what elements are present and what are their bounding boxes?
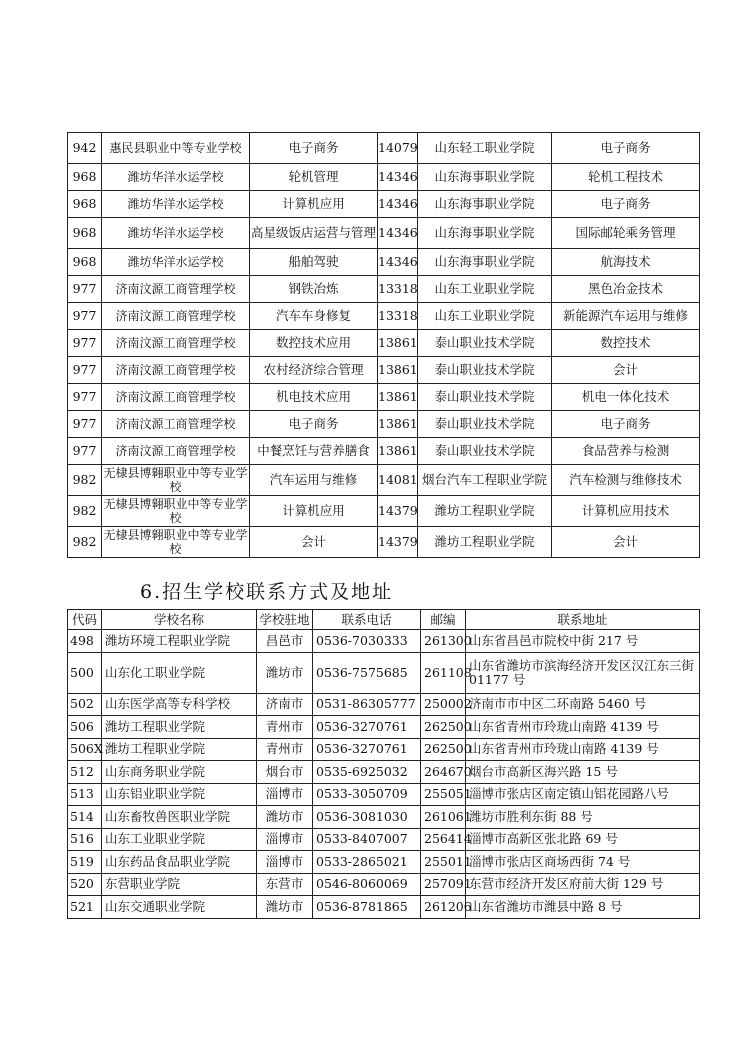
cell-school: 潍坊环境工程职业学院 — [102, 630, 257, 653]
cell-university: 泰山职业技术学院 — [418, 330, 552, 357]
enrollment-table — [67, 132, 700, 558]
cell-school: 潍坊华洋水运学校 — [102, 249, 250, 276]
cell-major: 高星级饭店运营与管理 — [250, 218, 378, 249]
section-heading: 6.招生学校联系方式及地址 — [140, 581, 394, 603]
cell-univ-code: 13861 — [378, 330, 418, 357]
cell-major: 农村经济综合管理 — [250, 357, 378, 384]
cell-address: 山东省昌邑市院校中街 217 号 — [466, 630, 700, 653]
cell-school: 东营职业学院 — [102, 873, 257, 896]
cell-school: 济南汶源工商管理学校 — [102, 384, 250, 411]
cell-city: 青州市 — [257, 716, 313, 739]
table-row — [68, 806, 700, 829]
cell-address: 潍坊市胜利东街 88 号 — [466, 806, 700, 829]
cell-major: 汽车运用与维修 — [250, 465, 378, 496]
cell-university: 山东海事职业学院 — [418, 191, 552, 218]
cell-phone: 0536-3270761 — [313, 738, 421, 761]
cell-university: 泰山职业技术学院 — [418, 411, 552, 438]
cell-phone: 0536-7575685 — [313, 652, 421, 693]
cell-address: 山东省青州市玲珑山南路 4139 号 — [466, 738, 700, 761]
cell-target-major: 航海技术 — [552, 249, 700, 276]
cell-target-major: 会计 — [552, 357, 700, 384]
cell-major: 电子商务 — [250, 411, 378, 438]
table-row — [68, 527, 700, 558]
cell-postcode: 262500 — [421, 716, 466, 739]
table-row — [68, 133, 700, 164]
cell-code: 977 — [68, 384, 102, 411]
table-row — [68, 438, 700, 465]
cell-code: 968 — [68, 191, 102, 218]
table-row — [68, 496, 700, 527]
header-address: 联系地址 — [466, 610, 700, 630]
table-row — [68, 630, 700, 653]
cell-university: 烟台汽车工程职业学院 — [418, 465, 552, 496]
table-row — [68, 218, 700, 249]
cell-target-major: 机电一体化技术 — [552, 384, 700, 411]
cell-phone: 0536-7030333 — [313, 630, 421, 653]
cell-phone: 0536-8781865 — [313, 896, 421, 919]
cell-city: 济南市 — [257, 693, 313, 716]
cell-phone: 0533-2865021 — [313, 851, 421, 874]
cell-university: 山东轻工职业学院 — [418, 133, 552, 164]
cell-phone: 0533-8407007 — [313, 828, 421, 851]
cell-univ-code: 14079 — [378, 133, 418, 164]
cell-school: 潍坊工程职业学院 — [102, 738, 257, 761]
cell-phone: 0546-8060069 — [313, 873, 421, 896]
cell-phone: 0533-3050709 — [313, 783, 421, 806]
cell-school: 潍坊华洋水运学校 — [102, 218, 250, 249]
cell-major: 轮机管理 — [250, 164, 378, 191]
table-row — [68, 411, 700, 438]
cell-code: 982 — [68, 496, 102, 527]
cell-university: 山东工业职业学院 — [418, 303, 552, 330]
cell-target-major: 数控技术 — [552, 330, 700, 357]
table-row — [68, 828, 700, 851]
header-school: 学校名称 — [102, 610, 257, 630]
cell-postcode: 255051 — [421, 783, 466, 806]
cell-univ-code: 13861 — [378, 384, 418, 411]
cell-address: 东营市经济开发区府前大街 129 号 — [466, 873, 700, 896]
cell-univ-code: 13861 — [378, 411, 418, 438]
cell-city: 东营市 — [257, 873, 313, 896]
cell-city: 淄博市 — [257, 783, 313, 806]
table-row — [68, 465, 700, 496]
cell-univ-code: 13318 — [378, 303, 418, 330]
cell-target-major: 食品营养与检测 — [552, 438, 700, 465]
cell-school: 山东铝业职业学院 — [102, 783, 257, 806]
cell-school: 山东医学高等专科学校 — [102, 693, 257, 716]
cell-major: 中餐烹饪与营养膳食 — [250, 438, 378, 465]
cell-target-major: 新能源汽车运用与维修 — [552, 303, 700, 330]
table-row — [68, 896, 700, 919]
cell-target-major: 电子商务 — [552, 133, 700, 164]
table-row — [68, 693, 700, 716]
header-code: 代码 — [68, 610, 102, 630]
cell-univ-code: 14379 — [378, 496, 418, 527]
cell-school: 济南汶源工商管理学校 — [102, 276, 250, 303]
cell-postcode: 250002 — [421, 693, 466, 716]
cell-address: 淄博市张店区南定镇山铝花园路八号 — [466, 783, 700, 806]
cell-city: 潍坊市 — [257, 896, 313, 919]
cell-school: 山东商务职业学院 — [102, 761, 257, 784]
cell-univ-code: 13861 — [378, 438, 418, 465]
cell-phone: 0536-3270761 — [313, 716, 421, 739]
header-phone: 联系电话 — [313, 610, 421, 630]
table-row — [68, 738, 700, 761]
table-row — [68, 276, 700, 303]
table-row — [68, 783, 700, 806]
cell-address: 山东省潍坊市潍县中路 8 号 — [466, 896, 700, 919]
header-postcode: 邮编 — [421, 610, 466, 630]
cell-code: 977 — [68, 303, 102, 330]
cell-code: 498 — [68, 630, 102, 653]
cell-city: 淄博市 — [257, 851, 313, 874]
cell-university: 潍坊工程职业学院 — [418, 496, 552, 527]
cell-major: 钢铁冶炼 — [250, 276, 378, 303]
cell-code: 968 — [68, 164, 102, 191]
table-row — [68, 330, 700, 357]
cell-city: 青州市 — [257, 738, 313, 761]
table-row — [68, 761, 700, 784]
table-row — [68, 303, 700, 330]
cell-postcode: 262500 — [421, 738, 466, 761]
cell-university: 泰山职业技术学院 — [418, 357, 552, 384]
cell-postcode: 261206 — [421, 896, 466, 919]
cell-city: 淄博市 — [257, 828, 313, 851]
cell-code: 977 — [68, 330, 102, 357]
cell-school: 济南汶源工商管理学校 — [102, 330, 250, 357]
cell-target-major: 电子商务 — [552, 411, 700, 438]
cell-address: 淄博市张店区商场西街 74 号 — [466, 851, 700, 874]
cell-postcode: 264670 — [421, 761, 466, 784]
cell-school: 山东交通职业学院 — [102, 896, 257, 919]
table-row — [68, 249, 700, 276]
cell-target-major: 轮机工程技术 — [552, 164, 700, 191]
cell-univ-code: 13318 — [378, 276, 418, 303]
table-row — [68, 652, 700, 693]
cell-code: 942 — [68, 133, 102, 164]
cell-phone: 0531-86305777 — [313, 693, 421, 716]
cell-code: 516 — [68, 828, 102, 851]
cell-univ-code: 14346 — [378, 249, 418, 276]
cell-code: 977 — [68, 438, 102, 465]
cell-school: 济南汶源工商管理学校 — [102, 438, 250, 465]
table-row — [68, 384, 700, 411]
cell-school: 山东畜牧兽医职业学院 — [102, 806, 257, 829]
cell-address: 淄博市高新区张北路 69 号 — [466, 828, 700, 851]
table-row — [68, 716, 700, 739]
cell-target-major: 电子商务 — [552, 191, 700, 218]
cell-city: 烟台市 — [257, 761, 313, 784]
cell-major: 汽车车身修复 — [250, 303, 378, 330]
cell-univ-code: 13861 — [378, 357, 418, 384]
cell-target-major: 计算机应用技术 — [552, 496, 700, 527]
cell-code: 968 — [68, 218, 102, 249]
cell-code: 977 — [68, 411, 102, 438]
cell-university: 山东海事职业学院 — [418, 218, 552, 249]
cell-major: 机电技术应用 — [250, 384, 378, 411]
cell-school: 山东工业职业学院 — [102, 828, 257, 851]
cell-school: 惠民县职业中等专业学校 — [102, 133, 250, 164]
cell-code: 519 — [68, 851, 102, 874]
cell-university: 山东海事职业学院 — [418, 249, 552, 276]
cell-code: 513 — [68, 783, 102, 806]
cell-code: 982 — [68, 465, 102, 496]
cell-code: 977 — [68, 357, 102, 384]
table-row — [68, 191, 700, 218]
cell-major: 会计 — [250, 527, 378, 558]
cell-target-major: 黑色冶金技术 — [552, 276, 700, 303]
cell-address: 山东省青州市玲珑山南路 4139 号 — [466, 716, 700, 739]
cell-code: 521 — [68, 896, 102, 919]
contact-table-header — [68, 610, 700, 630]
cell-school: 无棣县博翱职业中等专业学校 — [103, 497, 248, 525]
cell-school: 潍坊华洋水运学校 — [102, 164, 250, 191]
cell-school: 潍坊华洋水运学校 — [102, 191, 250, 218]
cell-univ-code: 14081 — [378, 465, 418, 496]
cell-major: 电子商务 — [250, 133, 378, 164]
cell-postcode: 257091 — [421, 873, 466, 896]
cell-target-major: 汽车检测与维修技术 — [552, 465, 700, 496]
cell-university: 泰山职业技术学院 — [418, 438, 552, 465]
cell-univ-code: 14346 — [378, 218, 418, 249]
cell-univ-code: 14379 — [378, 527, 418, 558]
cell-postcode: 261300 — [421, 630, 466, 653]
cell-univ-code: 14346 — [378, 191, 418, 218]
table-row — [68, 164, 700, 191]
cell-major: 计算机应用 — [250, 496, 378, 527]
cell-code: 502 — [68, 693, 102, 716]
cell-city: 潍坊市 — [257, 652, 313, 693]
cell-code: 506X — [68, 738, 102, 761]
table-row — [68, 851, 700, 874]
cell-major: 计算机应用 — [250, 191, 378, 218]
cell-address: 济南市市中区二环南路 5460 号 — [466, 693, 700, 716]
cell-postcode: 261108 — [421, 652, 466, 693]
cell-univ-code: 14346 — [378, 164, 418, 191]
table-row — [68, 357, 700, 384]
cell-code: 512 — [68, 761, 102, 784]
cell-code: 514 — [68, 806, 102, 829]
cell-phone: 0535-6925032 — [313, 761, 421, 784]
cell-postcode: 261061 — [421, 806, 466, 829]
cell-school: 无棣县博翱职业中等专业学校 — [103, 528, 248, 556]
cell-school: 潍坊工程职业学院 — [102, 716, 257, 739]
cell-city: 昌邑市 — [257, 630, 313, 653]
cell-university: 泰山职业技术学院 — [418, 384, 552, 411]
cell-code: 968 — [68, 249, 102, 276]
cell-university: 山东工业职业学院 — [418, 276, 552, 303]
cell-target-major: 国际邮轮乘务管理 — [552, 218, 700, 249]
cell-university: 潍坊工程职业学院 — [418, 527, 552, 558]
cell-code: 982 — [68, 527, 102, 558]
cell-code: 977 — [68, 276, 102, 303]
cell-code: 520 — [68, 873, 102, 896]
cell-school: 无棣县博翱职业中等专业学校 — [103, 466, 248, 494]
cell-major: 船舶驾驶 — [250, 249, 378, 276]
cell-school: 济南汶源工商管理学校 — [102, 357, 250, 384]
cell-school: 济南汶源工商管理学校 — [102, 411, 250, 438]
cell-address: 烟台市高新区海兴路 15 号 — [466, 761, 700, 784]
cell-school: 济南汶源工商管理学校 — [102, 303, 250, 330]
cell-target-major: 会计 — [552, 527, 700, 558]
cell-school: 山东药品食品职业学院 — [102, 851, 257, 874]
cell-address: 山东省潍坊市滨海经济开发区汉江东三街 01177 号 — [466, 652, 700, 693]
cell-phone: 0536-3081030 — [313, 806, 421, 829]
header-city: 学校驻地 — [257, 610, 313, 630]
cell-school: 山东化工职业学院 — [102, 652, 257, 693]
contact-table — [67, 609, 700, 919]
cell-city: 潍坊市 — [257, 806, 313, 829]
cell-code: 506 — [68, 716, 102, 739]
table-row — [68, 873, 700, 896]
cell-postcode: 255011 — [421, 851, 466, 874]
cell-code: 500 — [68, 652, 102, 693]
cell-university: 山东海事职业学院 — [418, 164, 552, 191]
cell-postcode: 256414 — [421, 828, 466, 851]
cell-major: 数控技术应用 — [250, 330, 378, 357]
